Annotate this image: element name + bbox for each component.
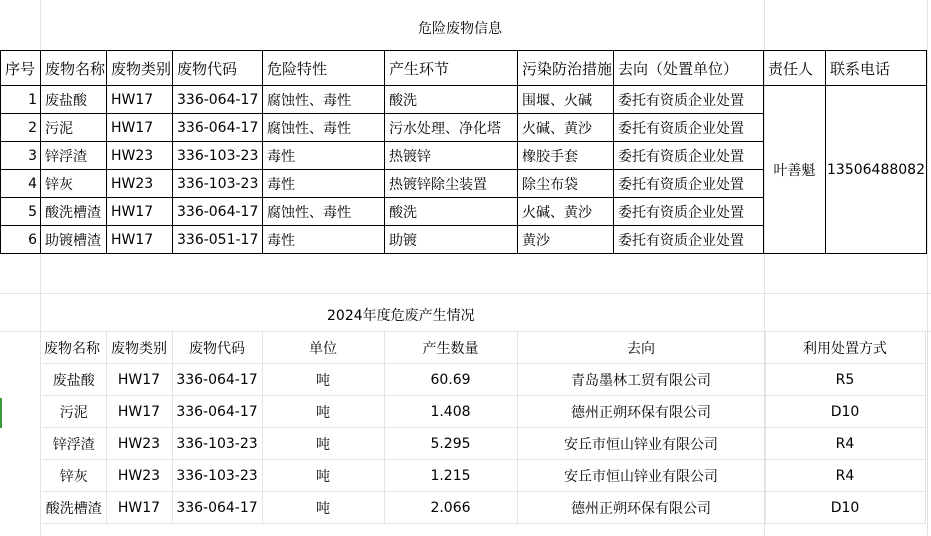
cell: 委托有资质企业处置 bbox=[614, 86, 764, 114]
cell: HW17 bbox=[107, 114, 173, 142]
cell: HW17 bbox=[107, 226, 173, 254]
table2-title: 2024年度危废产生情况 bbox=[327, 308, 475, 324]
cell: 336-103-23 bbox=[172, 428, 262, 460]
cell: 毒性 bbox=[263, 170, 385, 198]
cell: 5 bbox=[1, 198, 41, 226]
cell: 委托有资质企业处置 bbox=[614, 226, 764, 254]
cell: 336-064-17 bbox=[172, 364, 262, 396]
cell: 酸洗 bbox=[385, 86, 518, 114]
header-cell: 废物代码 bbox=[172, 332, 262, 364]
header-cell: 废物类别 bbox=[106, 332, 172, 364]
header-cell: 废物名称 bbox=[41, 51, 107, 86]
cell: 336-051-17 bbox=[173, 226, 263, 254]
cell: 毒性 bbox=[263, 226, 385, 254]
cell: 委托有资质企业处置 bbox=[614, 142, 764, 170]
cell: R4 bbox=[765, 460, 925, 492]
cell: HW17 bbox=[107, 198, 173, 226]
cell: 锌浮渣 bbox=[41, 142, 107, 170]
cell: D10 bbox=[765, 396, 925, 428]
cell: 吨 bbox=[262, 492, 384, 524]
cell: 委托有资质企业处置 bbox=[614, 114, 764, 142]
cell: 腐蚀性、毒性 bbox=[263, 198, 385, 226]
cell: 安丘市恒山锌业有限公司 bbox=[517, 428, 765, 460]
cell: 污水处理、净化塔 bbox=[385, 114, 518, 142]
cell: HW23 bbox=[106, 428, 172, 460]
cell: 1.408 bbox=[384, 396, 517, 428]
annual-waste-generation-table bbox=[42, 332, 926, 524]
cell: HW17 bbox=[106, 364, 172, 396]
cell: 青岛墨林工贸有限公司 bbox=[517, 364, 765, 396]
cell: R5 bbox=[765, 364, 925, 396]
table-row bbox=[42, 428, 925, 460]
cell: 酸洗槽渣 bbox=[42, 492, 106, 524]
cell: 吨 bbox=[262, 396, 384, 428]
cell: 酸洗槽渣 bbox=[41, 198, 107, 226]
cell: 锌灰 bbox=[41, 170, 107, 198]
cell: R4 bbox=[765, 428, 925, 460]
cell: 腐蚀性、毒性 bbox=[263, 86, 385, 114]
cell: 6 bbox=[1, 226, 41, 254]
cell: 336-064-17 bbox=[173, 86, 263, 114]
cell: 60.69 bbox=[384, 364, 517, 396]
cell: 围堰、火碱 bbox=[518, 86, 614, 114]
cell: 336-103-23 bbox=[173, 170, 263, 198]
cell: HW17 bbox=[107, 86, 173, 114]
cell: 吨 bbox=[262, 364, 384, 396]
cell: 336-064-17 bbox=[172, 396, 262, 428]
cell: HW23 bbox=[107, 170, 173, 198]
header-cell: 危险特性 bbox=[263, 51, 385, 86]
header-cell: 去向（处置单位） bbox=[614, 51, 764, 86]
cell: 废盐酸 bbox=[42, 364, 106, 396]
header-cell: 废物名称 bbox=[42, 332, 106, 364]
table-row bbox=[42, 460, 925, 492]
cell: D10 bbox=[765, 492, 925, 524]
cell: 毒性 bbox=[263, 142, 385, 170]
cell: 3 bbox=[1, 142, 41, 170]
header-cell: 责任人 bbox=[764, 51, 826, 86]
header-cell: 产生数量 bbox=[384, 332, 517, 364]
cell: 336-103-23 bbox=[172, 460, 262, 492]
cell: 336-064-17 bbox=[173, 114, 263, 142]
hazardous-waste-info-table bbox=[0, 50, 927, 254]
header-cell: 去向 bbox=[517, 332, 765, 364]
cell: 污泥 bbox=[42, 396, 106, 428]
cell: 2.066 bbox=[384, 492, 517, 524]
cell: 除尘布袋 bbox=[518, 170, 614, 198]
header-cell: 单位 bbox=[262, 332, 384, 364]
cell: 热镀锌 bbox=[385, 142, 518, 170]
table-row bbox=[42, 396, 925, 428]
cell: 吨 bbox=[262, 428, 384, 460]
header-cell: 污染防治措施 bbox=[518, 51, 614, 86]
cell: 336-064-17 bbox=[172, 492, 262, 524]
cell: 橡胶手套 bbox=[518, 142, 614, 170]
cell: 助镀槽渣 bbox=[41, 226, 107, 254]
header-cell: 废物代码 bbox=[173, 51, 263, 86]
cell: HW17 bbox=[106, 492, 172, 524]
cell: 安丘市恒山锌业有限公司 bbox=[517, 460, 765, 492]
cell: 腐蚀性、毒性 bbox=[263, 114, 385, 142]
responsible-person-cell: 叶善魁 bbox=[764, 86, 826, 254]
table1-header-row bbox=[1, 51, 927, 86]
cell: 委托有资质企业处置 bbox=[614, 170, 764, 198]
cell: 1 bbox=[1, 86, 41, 114]
header-cell: 序号 bbox=[1, 51, 41, 86]
cell: 336-064-17 bbox=[173, 198, 263, 226]
selection-marker bbox=[0, 398, 2, 428]
cell: 5.295 bbox=[384, 428, 517, 460]
table2-header-row bbox=[42, 332, 925, 364]
header-cell: 废物类别 bbox=[107, 51, 173, 86]
cell: 吨 bbox=[262, 460, 384, 492]
cell: 德州正朔环保有限公司 bbox=[517, 492, 765, 524]
cell: 德州正朔环保有限公司 bbox=[517, 396, 765, 428]
header-cell: 利用处置方式 bbox=[765, 332, 925, 364]
cell: 助镀 bbox=[385, 226, 518, 254]
cell: HW23 bbox=[106, 460, 172, 492]
table-row bbox=[42, 364, 925, 396]
cell: 黄沙 bbox=[518, 226, 614, 254]
cell: 火碱、黄沙 bbox=[518, 198, 614, 226]
header-cell: 产生环节 bbox=[385, 51, 518, 86]
header-cell: 联系电话 bbox=[826, 51, 927, 86]
table-row bbox=[1, 86, 927, 114]
cell: HW23 bbox=[107, 142, 173, 170]
cell: 污泥 bbox=[41, 114, 107, 142]
cell: 酸洗 bbox=[385, 198, 518, 226]
table1-title: 危险废物信息 bbox=[418, 21, 502, 37]
cell: 锌浮渣 bbox=[42, 428, 106, 460]
table-row bbox=[42, 492, 925, 524]
cell: 锌灰 bbox=[42, 460, 106, 492]
cell: 1.215 bbox=[384, 460, 517, 492]
cell: 热镀锌除尘装置 bbox=[385, 170, 518, 198]
phone-cell: 13506488082 bbox=[826, 86, 927, 254]
cell: 废盐酸 bbox=[41, 86, 107, 114]
cell: 火碱、黄沙 bbox=[518, 114, 614, 142]
cell: HW17 bbox=[106, 396, 172, 428]
cell: 委托有资质企业处置 bbox=[614, 198, 764, 226]
cell: 4 bbox=[1, 170, 41, 198]
cell: 336-103-23 bbox=[173, 142, 263, 170]
cell: 2 bbox=[1, 114, 41, 142]
